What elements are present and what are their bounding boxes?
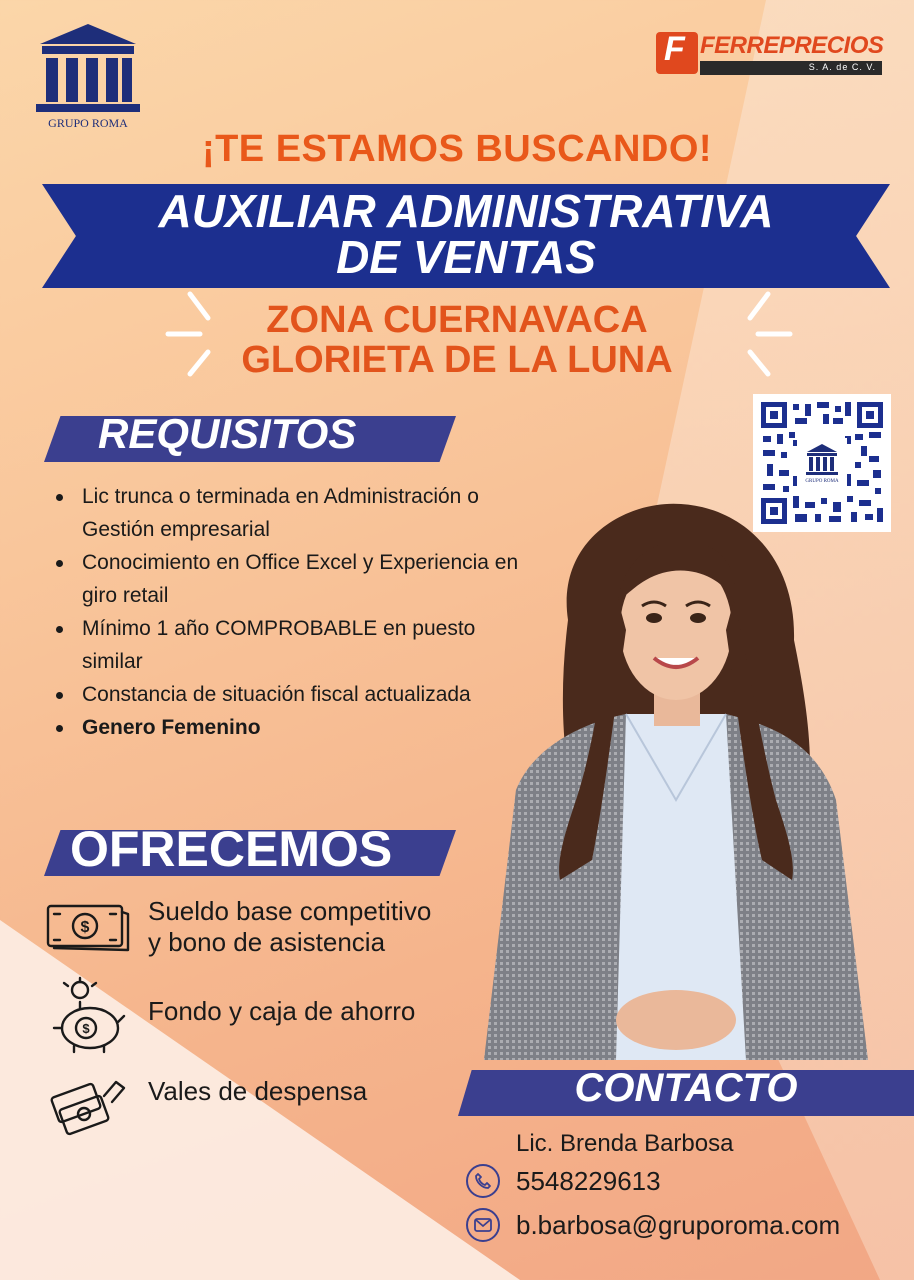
contacto-title: CONTACTO bbox=[574, 1066, 798, 1110]
position-title: AUXILIAR ADMINISTRATIVA DE VENTAS bbox=[158, 185, 774, 283]
list-item: Constancia de situación fiscal actualizada bbox=[52, 678, 522, 711]
grupo-roma-logo bbox=[32, 22, 144, 132]
svg-text:$: $ bbox=[80, 919, 90, 936]
requisitos-title: REQUISITOS bbox=[98, 410, 357, 457]
list-item: Lic trunca o terminada en Administración o Gestión empresarial bbox=[52, 480, 522, 546]
contact-name: Lic. Brenda Barbosa bbox=[516, 1130, 734, 1157]
svg-text:$: $ bbox=[82, 1021, 90, 1036]
email-icon bbox=[466, 1208, 500, 1242]
grupo-roma-name: GRUPO ROMA bbox=[48, 116, 128, 130]
phone-number[interactable]: 5548229613 bbox=[516, 1166, 661, 1196]
svg-text:GRUPO ROMA: GRUPO ROMA bbox=[805, 479, 839, 484]
list-item: Conocimiento en Office Excel y Experiencia en giro retail bbox=[52, 546, 522, 612]
vouchers-icon bbox=[40, 1068, 132, 1148]
piggy-bank-icon bbox=[40, 976, 132, 1056]
offer-line2: y bono de asistencia bbox=[148, 927, 386, 957]
columns-building-icon bbox=[32, 22, 144, 116]
list-item: Mínimo 1 año COMPROBABLE en puesto similar bbox=[52, 612, 522, 678]
offer-line1: Vales de despensa bbox=[148, 1076, 368, 1106]
headline: ¡TE ESTAMOS BUSCANDO! bbox=[201, 128, 713, 170]
ofrecemos-title: OFRECEMOS bbox=[70, 821, 393, 877]
requisitos-list bbox=[52, 480, 522, 744]
woman-photo bbox=[476, 500, 876, 1080]
offer-item bbox=[40, 976, 500, 1056]
offer-item bbox=[40, 1068, 500, 1148]
offer-item bbox=[40, 896, 500, 976]
phone-icon bbox=[466, 1164, 500, 1198]
ferreprecios-subtitle: S. A. de C. V. bbox=[808, 62, 876, 72]
money-bill-icon bbox=[40, 896, 132, 976]
ferreprecios-logo: F FERREPRECIOS S. A. de C. V. bbox=[656, 30, 882, 80]
location: ZONA CUERNAVACA GLORIETA DE LA LUNA bbox=[241, 299, 673, 381]
ferreprecios-name: FERREPRECIOS bbox=[700, 32, 884, 59]
offer-line1: Fondo y caja de ahorro bbox=[148, 996, 416, 1026]
offer-line1: Sueldo base competitivo bbox=[148, 896, 432, 926]
email-address[interactable]: b.barbosa@gruporoma.com bbox=[516, 1210, 841, 1240]
list-item: Genero Femenino bbox=[52, 711, 522, 744]
